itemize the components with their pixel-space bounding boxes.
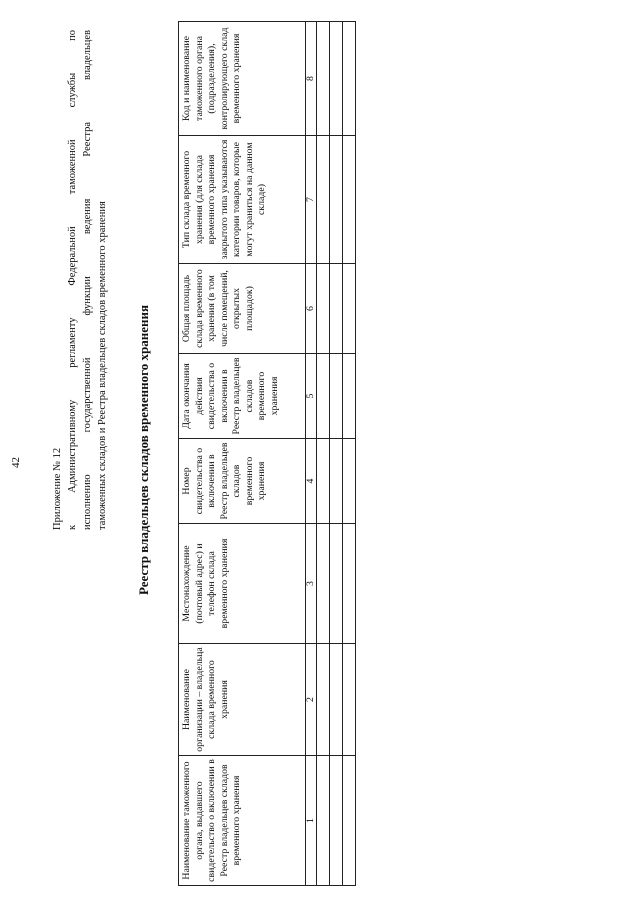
empty-cell <box>317 524 330 644</box>
empty-cell <box>330 264 343 354</box>
column-number: 6 <box>306 264 317 354</box>
column-number-row <box>306 22 317 886</box>
empty-cell <box>317 756 330 886</box>
appendix-line: к Административному регламенту Федеральной таможенной службы по <box>67 30 78 530</box>
header-cell: Местонахождение (почтовый адрес) и телефон склада временного хранения <box>179 524 306 644</box>
empty-cell <box>330 439 343 524</box>
page-number: 42 <box>10 457 22 468</box>
empty-cell <box>330 756 343 886</box>
document-title: Реестр владельцев складов временного хранения <box>136 305 151 595</box>
empty-cell <box>343 756 356 886</box>
column-number: 5 <box>306 354 317 439</box>
empty-cell <box>330 22 343 136</box>
header-cell: Дата окончания действия свидетельства о включении в Реестр владельцев складов временного хранения <box>179 354 306 439</box>
appendix-line: таможенных складов и Реестра владельцев складов временного хранения <box>97 201 108 530</box>
empty-cell <box>317 644 330 756</box>
column-number: 1 <box>306 756 317 886</box>
empty-cell <box>343 136 356 264</box>
empty-cell <box>343 22 356 136</box>
empty-cell <box>330 524 343 644</box>
empty-cell <box>330 136 343 264</box>
empty-cell <box>343 524 356 644</box>
empty-cell <box>317 439 330 524</box>
header-cell: Тип склада временного хранения (для склада временного хранения закрытого типа указываются категории товаров, которые могут храниться на данном складе) <box>179 136 306 264</box>
header-cell: Наименование организации – владельца склада временного хранения <box>179 644 306 756</box>
header-row <box>179 22 306 886</box>
empty-cell <box>343 354 356 439</box>
empty-cell <box>317 22 330 136</box>
header-cell: Наименование таможенного органа, выдавшего свидетельство о включении в Реестр владельцев складов временного хранения <box>179 756 306 886</box>
empty-cell <box>330 354 343 439</box>
empty-cell <box>330 644 343 756</box>
column-number: 8 <box>306 22 317 136</box>
empty-row <box>343 22 356 886</box>
column-number: 4 <box>306 439 317 524</box>
empty-row <box>317 22 330 886</box>
appendix-header <box>50 30 110 530</box>
header-cell: Код и наименование таможенного органа (подразделения), контролирующего склад временного хранения <box>179 22 306 136</box>
empty-cell <box>317 136 330 264</box>
column-number: 2 <box>306 644 317 756</box>
appendix-line: Приложение № 12 <box>52 447 63 530</box>
empty-cell <box>343 644 356 756</box>
empty-cell <box>343 264 356 354</box>
empty-row <box>330 22 343 886</box>
header-cell: Номер свидетельства о включении в Реестр владельцев складов временного хранения <box>179 439 306 524</box>
empty-cell <box>343 439 356 524</box>
column-number: 3 <box>306 524 317 644</box>
empty-cell <box>317 354 330 439</box>
registry-table <box>178 21 356 886</box>
appendix-line: исполнению государственной функции ведения Реестра владельцев <box>82 30 93 530</box>
column-number: 7 <box>306 136 317 264</box>
header-cell: Общая площадь склада временного хранения (в том числе помещений, открытых площадок) <box>179 264 306 354</box>
empty-cell <box>317 264 330 354</box>
